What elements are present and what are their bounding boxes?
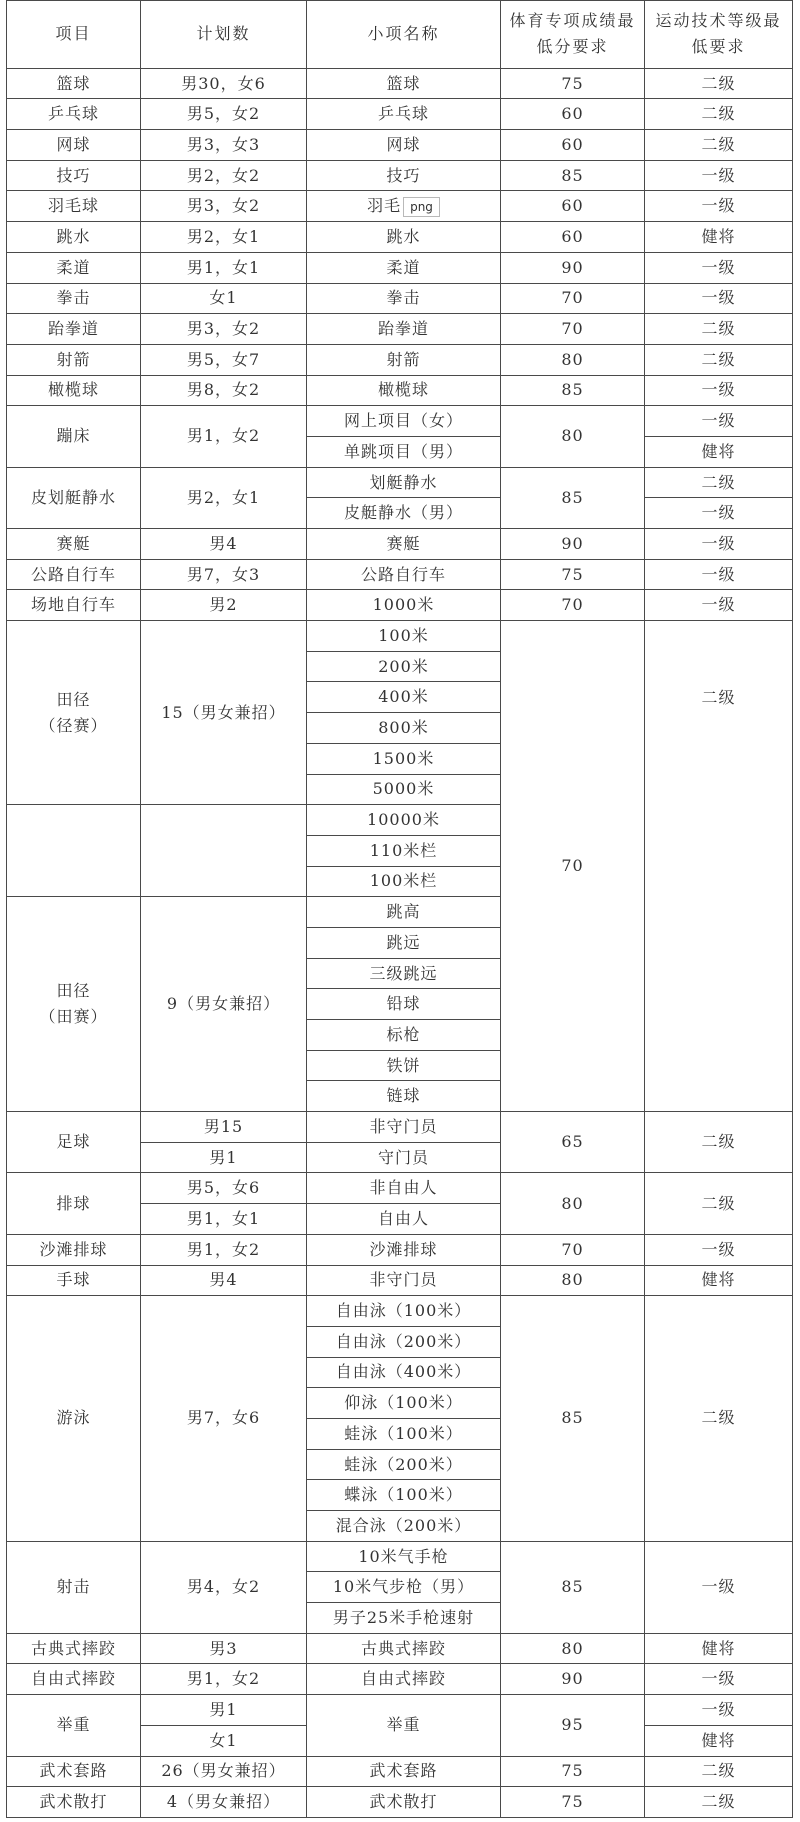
cell-sub: 举重 — [307, 1695, 501, 1756]
cell-sub: 橄榄球 — [307, 375, 501, 406]
table-row — [7, 1173, 793, 1204]
cell-score: 70 — [501, 621, 645, 1112]
cell-level: 一级 — [645, 1234, 793, 1265]
cell-score: 85 — [501, 1296, 645, 1542]
cell-plan: 男1，女2 — [141, 1664, 307, 1695]
cell-sub: 皮艇静水（男） — [307, 498, 501, 529]
cell-level: 一级 — [645, 191, 793, 222]
cell-score: 60 — [501, 222, 645, 253]
broken-image-tag: png — [403, 197, 440, 217]
cell-sub: 沙滩排球 — [307, 1234, 501, 1265]
cell-sub: 100米 — [307, 621, 501, 652]
cell-item: 篮球 — [7, 68, 141, 99]
cell-sub-text: 羽毛 — [367, 196, 402, 216]
cell-item-line: （田赛） — [39, 1007, 108, 1027]
cell-level: 一级 — [645, 529, 793, 560]
cell-item-empty — [7, 805, 141, 897]
cell-item: 蹦床 — [7, 406, 141, 467]
cell-plan: 男15 — [141, 1112, 307, 1143]
cell-item-line: 田径 — [56, 689, 91, 709]
table-row — [7, 191, 793, 222]
cell-score: 80 — [501, 1633, 645, 1664]
cell-plan: 男1，女1 — [141, 1204, 307, 1235]
table-header-row — [7, 1, 793, 69]
cell-score: 65 — [501, 1112, 645, 1173]
cell-sub: 400米 — [307, 682, 501, 713]
cell-sub: 赛艇 — [307, 529, 501, 560]
cell-item: 跳水 — [7, 222, 141, 253]
cell-item: 手球 — [7, 1265, 141, 1296]
cell-plan: 男3，女2 — [141, 191, 307, 222]
cell-item-line: （径赛） — [39, 715, 108, 735]
cell-level: 一级 — [645, 375, 793, 406]
cell-plan: 男5，女2 — [141, 99, 307, 130]
cell-score: 80 — [501, 344, 645, 375]
table-row — [7, 1234, 793, 1265]
cell-plan: 4（男女兼招） — [141, 1787, 307, 1818]
cell-plan: 男2，女1 — [141, 222, 307, 253]
cell-item-track — [7, 621, 141, 805]
cell-sub: 铁饼 — [307, 1050, 501, 1081]
cell-level: 二级 — [645, 99, 793, 130]
cell-level: 二级 — [645, 1756, 793, 1787]
cell-plan: 女1 — [141, 1725, 307, 1756]
table-row — [7, 1112, 793, 1143]
cell-sub: 三级跳远 — [307, 958, 501, 989]
table-row — [7, 314, 793, 345]
cell-item: 沙滩排球 — [7, 1234, 141, 1265]
cell-sub: 200米 — [307, 651, 501, 682]
cell-sub: 仰泳（100米） — [307, 1388, 501, 1419]
cell-item: 射箭 — [7, 344, 141, 375]
cell-item: 足球 — [7, 1112, 141, 1173]
cell-sub: 100米栏 — [307, 866, 501, 897]
cell-plan: 男7，女6 — [141, 1296, 307, 1542]
cell-level: 健将 — [645, 1725, 793, 1756]
cell-plan: 男5，女7 — [141, 344, 307, 375]
cell-sub: 乒乓球 — [307, 99, 501, 130]
cell-sub: 男子25米手枪速射 — [307, 1603, 501, 1634]
cell-item: 场地自行车 — [7, 590, 141, 621]
table-row — [7, 375, 793, 406]
cell-item: 古典式摔跤 — [7, 1633, 141, 1664]
header-min-level: 运动技术等级最低要求 — [645, 1, 793, 69]
cell-score: 85 — [501, 375, 645, 406]
cell-plan: 男1 — [141, 1142, 307, 1173]
table-row — [7, 252, 793, 283]
cell-sub: 公路自行车 — [307, 559, 501, 590]
cell-sub: 网球 — [307, 130, 501, 161]
cell-item: 公路自行车 — [7, 559, 141, 590]
cell-level: 二级 — [645, 314, 793, 345]
table-row — [7, 559, 793, 590]
cell-score: 80 — [501, 1173, 645, 1234]
cell-sub: 蛙泳（100米） — [307, 1418, 501, 1449]
admission-requirements-table — [6, 0, 793, 1818]
table-row — [7, 1541, 793, 1572]
cell-plan: 男2，女2 — [141, 160, 307, 191]
cell-sub: 1500米 — [307, 743, 501, 774]
cell-sub: 篮球 — [307, 68, 501, 99]
cell-score: 95 — [501, 1695, 645, 1756]
cell-sub: 网上项目（女） — [307, 406, 501, 437]
cell-item: 武术散打 — [7, 1787, 141, 1818]
cell-plan: 男4，女2 — [141, 1541, 307, 1633]
table-row — [7, 590, 793, 621]
cell-level: 二级 — [645, 344, 793, 375]
cell-plan: 男5，女6 — [141, 1173, 307, 1204]
cell-sub: 蛙泳（200米） — [307, 1449, 501, 1480]
cell-plan: 男4 — [141, 529, 307, 560]
table-row — [7, 1664, 793, 1695]
cell-sub: 射箭 — [307, 344, 501, 375]
cell-score: 85 — [501, 1541, 645, 1633]
cell-sub: 跳高 — [307, 897, 501, 928]
cell-score: 80 — [501, 1265, 645, 1296]
cell-sub: 110米栏 — [307, 835, 501, 866]
cell-item: 自由式摔跤 — [7, 1664, 141, 1695]
cell-score: 75 — [501, 1756, 645, 1787]
cell-sub: 链球 — [307, 1081, 501, 1112]
cell-score: 80 — [501, 406, 645, 467]
cell-score: 70 — [501, 1234, 645, 1265]
header-min-score: 体育专项成绩最低分要求 — [501, 1, 645, 69]
cell-level: 二级 — [645, 621, 793, 1112]
cell-sub: 技巧 — [307, 160, 501, 191]
header-sub-event: 小项名称 — [307, 1, 501, 69]
cell-level: 一级 — [645, 498, 793, 529]
table-row — [7, 1633, 793, 1664]
cell-sub: 5000米 — [307, 774, 501, 805]
cell-sub: 跆拳道 — [307, 314, 501, 345]
cell-sub: 自由泳（200米） — [307, 1326, 501, 1357]
cell-level: 二级 — [645, 1173, 793, 1234]
cell-level: 一级 — [645, 1541, 793, 1633]
table-row — [7, 621, 793, 652]
cell-item-line: 田径 — [56, 981, 91, 1001]
table-row — [7, 130, 793, 161]
cell-score: 70 — [501, 314, 645, 345]
cell-sub: 10米气手枪 — [307, 1541, 501, 1572]
cell-plan: 男30，女6 — [141, 68, 307, 99]
cell-score: 70 — [501, 283, 645, 314]
cell-sub: 拳击 — [307, 283, 501, 314]
cell-sub: 1000米 — [307, 590, 501, 621]
cell-item: 皮划艇静水 — [7, 467, 141, 528]
cell-plan: 女1 — [141, 283, 307, 314]
table-row — [7, 406, 793, 437]
cell-item: 射击 — [7, 1541, 141, 1633]
cell-level: 一级 — [645, 160, 793, 191]
cell-sub: 800米 — [307, 713, 501, 744]
cell-plan: 男2，女1 — [141, 467, 307, 528]
cell-item: 柔道 — [7, 252, 141, 283]
cell-score: 90 — [501, 1664, 645, 1695]
table-row — [7, 68, 793, 99]
cell-sub: 自由人 — [307, 1204, 501, 1235]
cell-sub: 标枪 — [307, 1020, 501, 1051]
cell-sub: 自由式摔跤 — [307, 1664, 501, 1695]
cell-score: 60 — [501, 130, 645, 161]
cell-level: 二级 — [645, 1296, 793, 1542]
cell-score: 60 — [501, 99, 645, 130]
cell-score: 85 — [501, 467, 645, 528]
cell-plan: 男3，女3 — [141, 130, 307, 161]
cell-level: 一级 — [645, 406, 793, 437]
cell-plan: 男2 — [141, 590, 307, 621]
table-row — [7, 160, 793, 191]
cell-sub: 非自由人 — [307, 1173, 501, 1204]
cell-sub: 非守门员 — [307, 1265, 501, 1296]
cell-plan-empty — [141, 805, 307, 897]
cell-item: 武术套路 — [7, 1756, 141, 1787]
cell-level: 健将 — [645, 1633, 793, 1664]
cell-sub: 10米气步枪（男） — [307, 1572, 501, 1603]
table-row — [7, 1296, 793, 1327]
cell-plan: 男1，女1 — [141, 252, 307, 283]
cell-score: 90 — [501, 529, 645, 560]
cell-item: 羽毛球 — [7, 191, 141, 222]
cell-item: 跆拳道 — [7, 314, 141, 345]
cell-score: 75 — [501, 68, 645, 99]
cell-sub: 自由泳（400米） — [307, 1357, 501, 1388]
table-row — [7, 99, 793, 130]
cell-sub: 混合泳（200米） — [307, 1511, 501, 1542]
cell-sub: 自由泳（100米） — [307, 1296, 501, 1327]
cell-item: 乒乓球 — [7, 99, 141, 130]
cell-level: 二级 — [645, 467, 793, 498]
table-row — [7, 1265, 793, 1296]
cell-level: 一级 — [645, 1664, 793, 1695]
cell-level: 一级 — [645, 283, 793, 314]
cell-plan: 男4 — [141, 1265, 307, 1296]
cell-sub: 划艇静水 — [307, 467, 501, 498]
cell-item: 排球 — [7, 1173, 141, 1234]
cell-level: 一级 — [645, 252, 793, 283]
cell-item: 技巧 — [7, 160, 141, 191]
table-row — [7, 1787, 793, 1818]
cell-sub: 跳水 — [307, 222, 501, 253]
cell-score: 90 — [501, 252, 645, 283]
cell-sub: 非守门员 — [307, 1112, 501, 1143]
cell-score: 75 — [501, 559, 645, 590]
table-row — [7, 1756, 793, 1787]
cell-plan: 男1，女2 — [141, 1234, 307, 1265]
cell-level: 二级 — [645, 130, 793, 161]
cell-sub: 蝶泳（100米） — [307, 1480, 501, 1511]
cell-item: 网球 — [7, 130, 141, 161]
table-row — [7, 1695, 793, 1726]
cell-level: 一级 — [645, 590, 793, 621]
header-item: 项目 — [7, 1, 141, 69]
cell-score: 70 — [501, 590, 645, 621]
cell-sub: 铅球 — [307, 989, 501, 1020]
cell-sub: 10000米 — [307, 805, 501, 836]
cell-sub: 柔道 — [307, 252, 501, 283]
cell-item: 游泳 — [7, 1296, 141, 1542]
table-row — [7, 283, 793, 314]
cell-plan: 男1 — [141, 1695, 307, 1726]
cell-sub — [307, 191, 501, 222]
cell-item-field — [7, 897, 141, 1112]
cell-item: 橄榄球 — [7, 375, 141, 406]
cell-item: 赛艇 — [7, 529, 141, 560]
cell-sub: 武术套路 — [307, 1756, 501, 1787]
cell-level: 一级 — [645, 1695, 793, 1726]
cell-plan: 26（男女兼招） — [141, 1756, 307, 1787]
cell-sub: 武术散打 — [307, 1787, 501, 1818]
cell-level: 一级 — [645, 559, 793, 590]
cell-plan: 男3，女2 — [141, 314, 307, 345]
table-row — [7, 222, 793, 253]
cell-level: 二级 — [645, 1112, 793, 1173]
cell-score: 85 — [501, 160, 645, 191]
cell-sub: 古典式摔跤 — [307, 1633, 501, 1664]
table-row — [7, 467, 793, 498]
header-plan: 计划数 — [141, 1, 307, 69]
cell-plan: 男3 — [141, 1633, 307, 1664]
table-row — [7, 344, 793, 375]
cell-score: 75 — [501, 1787, 645, 1818]
cell-level: 健将 — [645, 1265, 793, 1296]
cell-score: 60 — [501, 191, 645, 222]
cell-plan: 男7，女3 — [141, 559, 307, 590]
cell-level: 健将 — [645, 436, 793, 467]
table-row — [7, 529, 793, 560]
cell-plan: 9（男女兼招） — [141, 897, 307, 1112]
cell-plan: 男1，女2 — [141, 406, 307, 467]
cell-plan: 15（男女兼招） — [141, 621, 307, 805]
cell-sub: 守门员 — [307, 1142, 501, 1173]
cell-level: 健将 — [645, 222, 793, 253]
cell-plan: 男8，女2 — [141, 375, 307, 406]
cell-level: 二级 — [645, 1787, 793, 1818]
cell-item: 举重 — [7, 1695, 141, 1756]
cell-item: 拳击 — [7, 283, 141, 314]
cell-level: 二级 — [645, 68, 793, 99]
cell-sub: 单跳项目（男） — [307, 436, 501, 467]
cell-sub: 跳远 — [307, 927, 501, 958]
